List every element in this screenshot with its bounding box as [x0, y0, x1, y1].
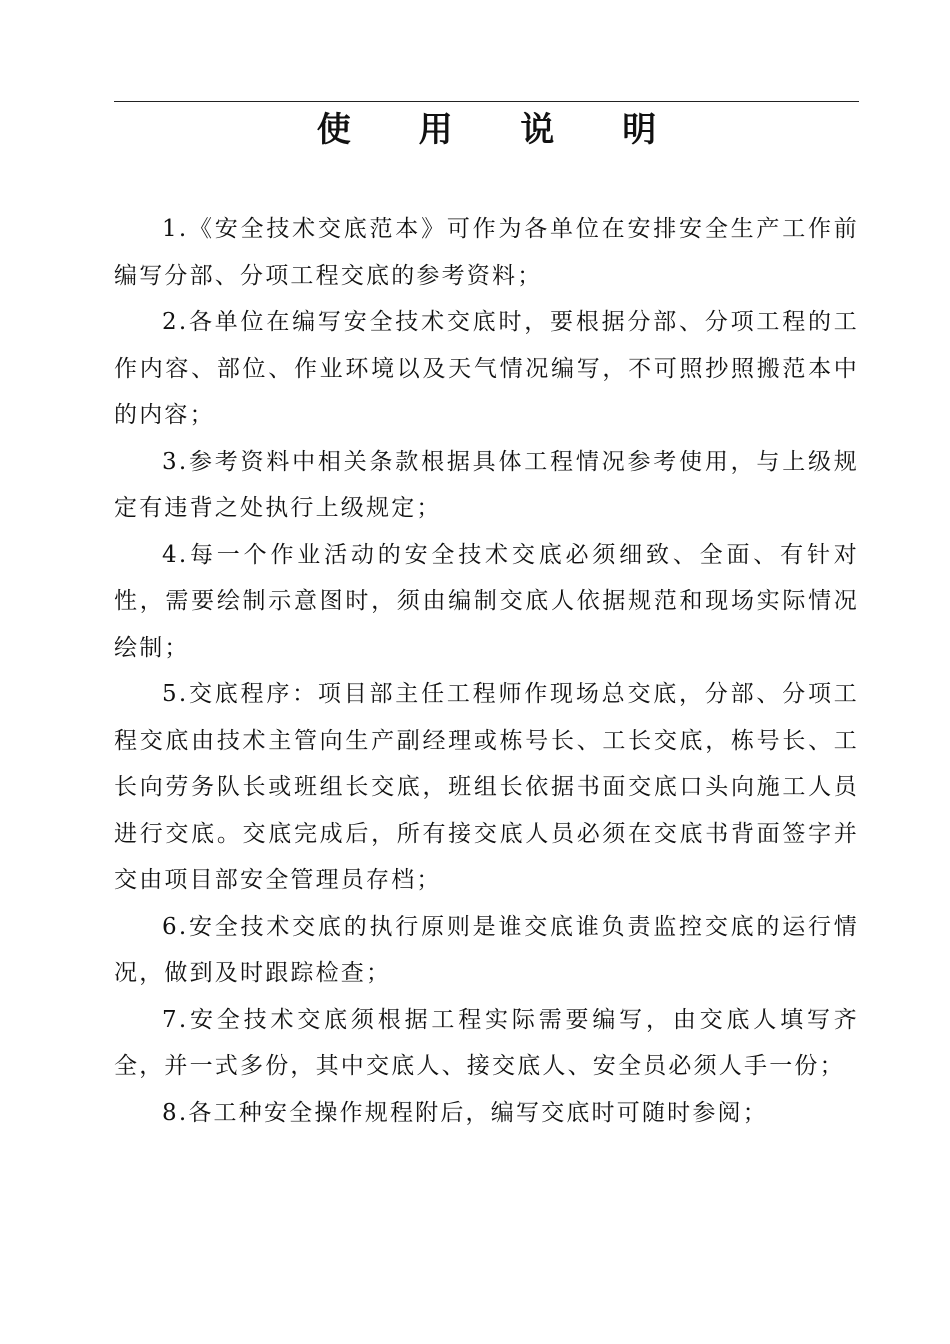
instructions-body [114, 206, 859, 1136]
instruction-item-4: 4.每一个作业活动的安全技术交底必须细致、全面、有针对性，需要绘制示意图时，须由编制交底人依据规范和现场实际情况绘制； [114, 541, 859, 661]
instruction-item-8: 8.各工种安全操作规程附后，编写交底时可随时参阅； [162, 1099, 768, 1126]
header-rule [114, 101, 859, 102]
instruction-item-1: 1.《安全技术交底范本》可作为各单位在安排安全生产工作前编写分部、分项工程交底的参考资料； [114, 216, 859, 289]
instruction-item-6: 6.安全技术交底的执行原则是谁交底谁负责监控交底的运行情况，做到及时跟踪检查； [114, 913, 859, 986]
instruction-item-7: 7.安全技术交底须根据工程实际需要编写，由交底人填写齐全，并一式多份，其中交底人、接交底人、安全员必须人手一份； [114, 1006, 859, 1079]
page-title: 使 用 说 明 [316, 110, 685, 150]
instruction-item-2: 2.各单位在编写安全技术交底时，要根据分部、分项工程的工作内容、部位、作业环境以及天气情况编写，不可照抄照搬范本中的内容； [114, 309, 859, 428]
instruction-item-3: 3.参考资料中相关条款根据具体工程情况参考使用，与上级规定有违背之处执行上级规定； [114, 448, 859, 521]
instruction-item-5: 5.交底程序：项目部主任工程师作现场总交底，分部、分项工程交底由技术主管向生产副经理或栋号长、工长交底，栋号长、工长向劳务队长或班组长交底，班组长依据书面交底口头向施工人员进行交底。交底完成后，所有接交底人员必须在交底书背面签字并交由项目部安全管理员存档； [114, 681, 859, 893]
